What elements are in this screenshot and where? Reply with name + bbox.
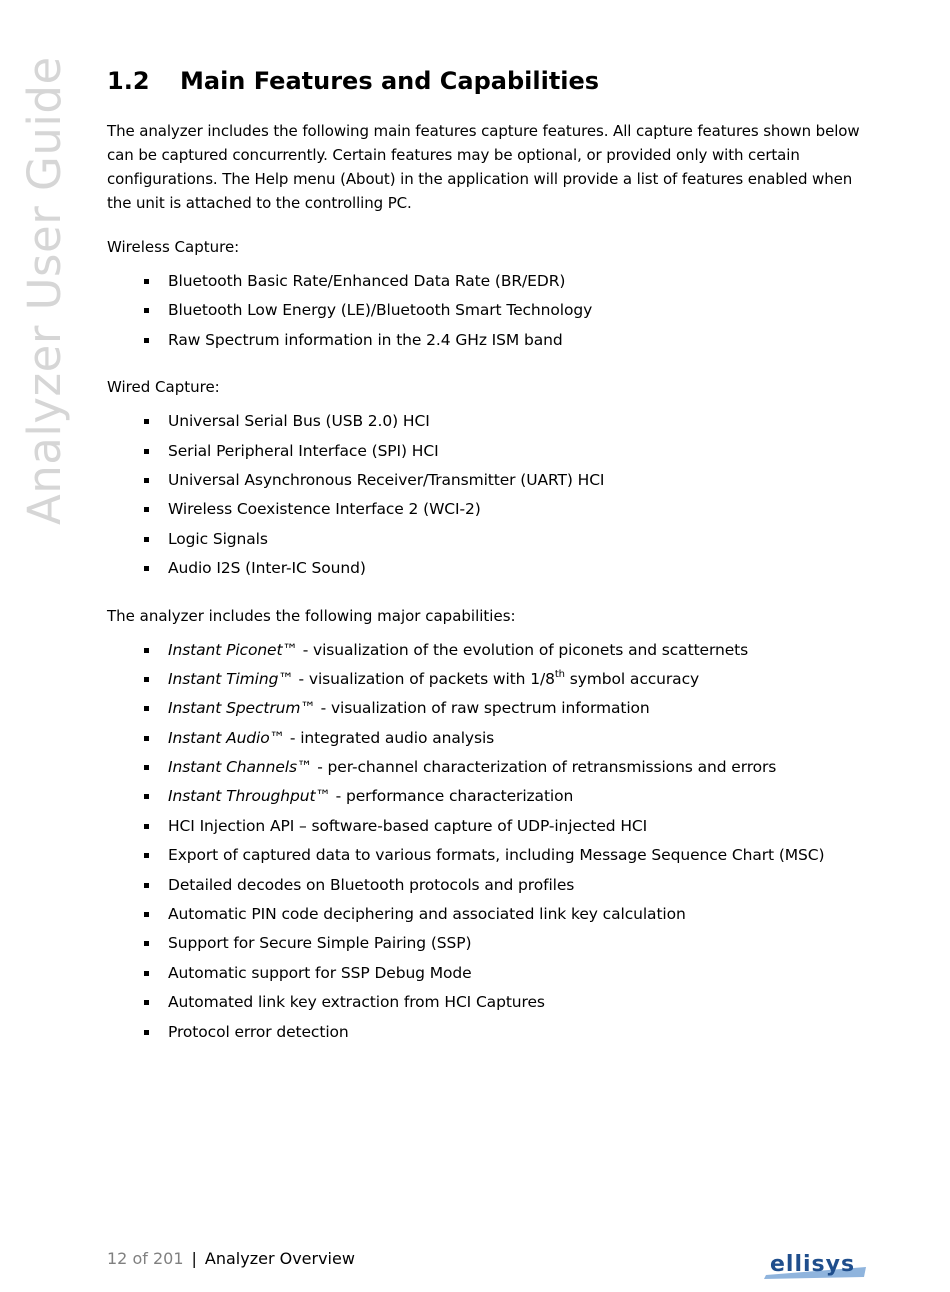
list-item (107, 466, 867, 495)
bullet-icon (144, 338, 149, 343)
footer-separator: | (191, 1249, 197, 1268)
wired-capture-label: Wired Capture: (107, 378, 220, 397)
list-item (107, 437, 867, 466)
list-item-text: Universal Serial Bus (USB 2.0) HCI (168, 412, 430, 431)
list-item (107, 525, 867, 554)
list-item-text: Automated link key extraction from HCI Captures (168, 993, 545, 1012)
feature-description: ™ - per-channel characterization of retransmissions and errors (297, 758, 777, 777)
bullet-icon (144, 941, 149, 946)
wired-capture-list (107, 407, 867, 583)
list-item (107, 636, 867, 665)
list-item-text: Detailed decodes on Bluetooth protocols and profiles (168, 875, 575, 894)
list-item (107, 326, 867, 355)
list-item (107, 1018, 867, 1047)
list-item-text: Automatic PIN code deciphering and associated link key calculation (168, 905, 686, 924)
section-number: 1.2 (107, 67, 150, 95)
bullet-icon (144, 677, 149, 682)
list-item-text: HCI Injection API – software-based capture of UDP-injected HCI (168, 816, 648, 835)
list-item (107, 296, 867, 325)
bullet-icon (144, 419, 149, 424)
list-item-text: Support for Secure Simple Pairing (SSP) (168, 934, 472, 953)
feature-description-continued: symbol accuracy (564, 669, 700, 688)
list-item-text: Export of captured data to various formats, including Message Sequence Chart (MSC) (168, 846, 825, 865)
list-item-text: Raw Spectrum information in the 2.4 GHz ISM band (168, 330, 563, 349)
list-item (107, 724, 867, 753)
page-footer (107, 1249, 355, 1268)
capabilities-label: The analyzer includes the following major capabilities: (107, 606, 516, 625)
list-item-text: Bluetooth Basic Rate/Enhanced Data Rate (BR/EDR) (168, 272, 566, 290)
ellisys-logo (762, 1245, 868, 1281)
bullet-icon (144, 883, 149, 888)
list-item (107, 841, 867, 870)
list-item (107, 782, 867, 811)
list-item (107, 988, 867, 1017)
chapter-title: Analyzer Overview (204, 1249, 355, 1268)
section-heading (107, 60, 867, 102)
section-title: Main Features and Capabilities (180, 67, 600, 95)
feature-name: Instant Timing (168, 669, 279, 688)
bullet-icon (144, 1000, 149, 1005)
list-item (107, 267, 867, 296)
list-item (107, 812, 867, 841)
logo-wordmark: ellisys (770, 1252, 856, 1277)
bullet-icon (144, 279, 149, 284)
bullet-icon (144, 853, 149, 858)
feature-description: ™ - performance characterization (315, 787, 574, 806)
list-item-text: Serial Peripheral Interface (SPI) HCI (168, 441, 439, 460)
list-item (107, 871, 867, 900)
list-item (107, 495, 867, 524)
list-item-text: Bluetooth Low Energy (LE)/Bluetooth Smart Technology (168, 301, 593, 320)
bullet-icon (144, 537, 149, 542)
list-item (107, 407, 867, 436)
list-item-text: Logic Signals (168, 529, 268, 548)
intro-paragraph: The analyzer includes the following main features capture features. All capture features shown below can be captured concurrently. Certain features may be optional, or provided only with certain configurations. The Help menu (About) in the application will provide a list of features enabled when the unit is attached to the controlling PC. (107, 122, 860, 212)
feature-description: ™ - visualization of the evolution of piconets and scatternets (282, 640, 749, 659)
bullet-icon (144, 971, 149, 976)
bullet-icon (144, 478, 149, 483)
list-item-text: Universal Asynchronous Receiver/Transmitter (UART) HCI (168, 470, 605, 489)
feature-description: ™ - integrated audio analysis (269, 728, 495, 747)
capabilities-list (107, 636, 867, 1047)
bullet-icon (144, 912, 149, 917)
wireless-capture-label: Wireless Capture: (107, 238, 240, 256)
list-item-text: Wireless Coexistence Interface 2 (WCI-2) (168, 500, 481, 519)
list-item (107, 753, 867, 782)
bullet-icon (144, 824, 149, 829)
sidebar-title: Analyzer User Guide (18, 56, 71, 525)
bullet-icon (144, 566, 149, 571)
list-item (107, 665, 867, 694)
list-item (107, 694, 867, 723)
bullet-icon (144, 765, 149, 770)
bullet-icon (144, 507, 149, 512)
list-item (107, 554, 867, 583)
list-item-text: Protocol error detection (168, 1022, 349, 1041)
feature-name: Instant Spectrum (168, 699, 301, 718)
bullet-icon (144, 449, 149, 454)
page-content (107, 60, 867, 1047)
feature-name: Instant Audio (168, 728, 270, 747)
bullet-icon (144, 794, 149, 799)
feature-name: Instant Channels (168, 758, 297, 777)
list-item-text: Automatic support for SSP Debug Mode (168, 963, 472, 982)
bullet-icon (144, 1030, 149, 1035)
bullet-icon (144, 308, 149, 313)
list-item (107, 959, 867, 988)
list-item (107, 929, 867, 958)
feature-description: ™ - visualization of raw spectrum information (300, 699, 650, 718)
list-item (107, 900, 867, 929)
bullet-icon (144, 706, 149, 711)
list-item-text: Audio I2S (Inter-IC Sound) (168, 559, 366, 578)
feature-name: Instant Piconet (168, 640, 283, 659)
superscript: th (554, 668, 565, 680)
feature-description: ™ - visualization of packets with 1/8 (278, 669, 555, 688)
wireless-capture-list (107, 267, 867, 355)
bullet-icon (144, 736, 149, 741)
feature-name: Instant Throughput (168, 787, 316, 806)
page-number: 12 of 201 (107, 1249, 184, 1268)
bullet-icon (144, 648, 149, 653)
